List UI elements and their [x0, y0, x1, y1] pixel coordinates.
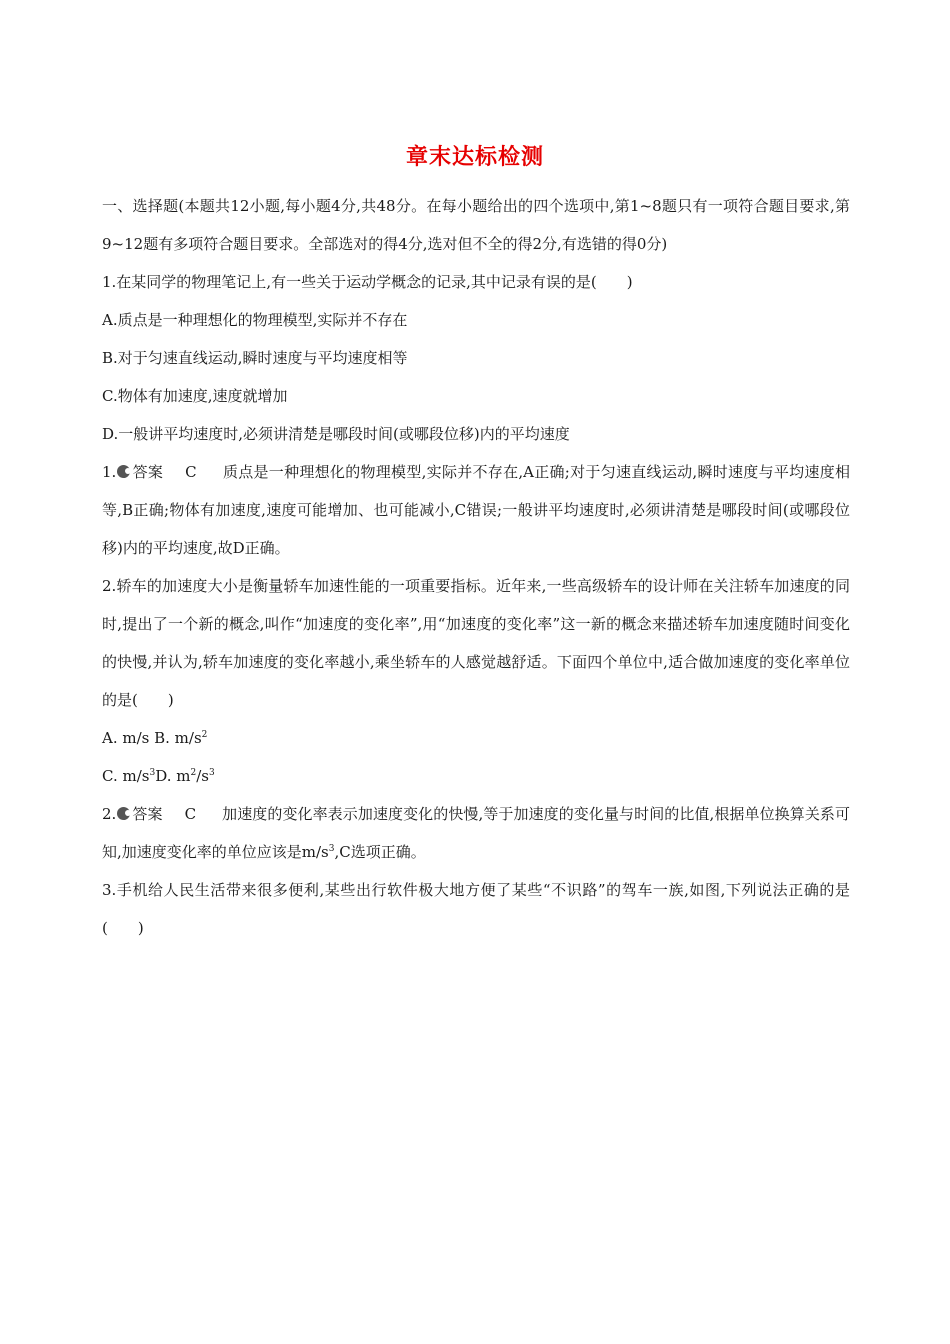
question-1-answer: [102, 453, 850, 567]
answer-icon: [117, 807, 130, 820]
question-2-option-b: B. $m/s^2$: [154, 729, 208, 747]
question-2-options-ab: [102, 719, 850, 757]
section-intro: 一、选择题(本题共12小题,每小题4分,共48分。在每小题给出的四个选项中,第1~8题只有一项符合题目要求,第9~12题有多项符合题目要求。全部选对的得4分,选对但不全的得2分,有选错的得0分): [102, 197, 850, 253]
document-body: [102, 187, 850, 947]
question-1-option-c: C.物体有加速度,速度就增加: [102, 387, 288, 405]
answer-label: 答案: [132, 805, 163, 823]
answer-explanation: 加速度的变化率表示加速度变化的快慢,等于加速度的变化量与时间的比值,根据单位换算关系可知,加速度变化率的单位应该是$m/s^3,C$选项正确。: [102, 805, 850, 861]
question-2-option-c: C. $m/s^3$: [102, 767, 156, 785]
answer-icon: [117, 465, 130, 478]
question-3-stem: 3.手机给人民生活带来很多便利,某些出行软件极大地方便了某些“不识路”的驾车一族,如图,下列说法正确的是( ): [102, 881, 850, 937]
answer-letter: C: [184, 805, 197, 823]
answer-number: 2.: [102, 805, 117, 823]
question-2-options-cd: [102, 757, 850, 795]
answer-explanation: 质点是一种理想化的物理模型,实际并不存在,A正确;对于匀速直线运动,瞬时速度与平均速度相等,B正确;物体有加速度,速度可能增加、也可能减小,C错误;一般讲平均速度时,必须讲清楚是哪段时间(或哪段位移)内的平均速度,故D正确。: [102, 463, 850, 557]
question-2-option-d: D. $m^2/s^3$: [155, 767, 215, 785]
answer-letter: C: [185, 463, 197, 481]
answer-number: 1.: [102, 463, 117, 481]
question-1-option-d: D.一般讲平均速度时,必须讲清楚是哪段时间(或哪段位移)内的平均速度: [102, 425, 570, 443]
question-2-stem: 2.轿车的加速度大小是衡量轿车加速性能的一项重要指标。近年来,一些高级轿车的设计师在关注轿车加速度的同时,提出了一个新的概念,叫作“加速度的变化率”,用“加速度的变化率”这一新的概念来描述轿车加速度随时间变化的快慢,并认为,轿车加速度的变化率越小,乘坐轿车的人感觉越舒适。下面四个单位中,适合做加速度的变化率单位的是( ): [102, 577, 850, 709]
question-1-stem: 1.在某同学的物理笔记上,有一些关于运动学概念的记录,其中记录有误的是( ): [102, 273, 633, 291]
question-2-answer: [102, 795, 850, 871]
page-title: 章末达标检测: [405, 145, 544, 170]
question-2-option-a: A. m/s: [102, 729, 150, 747]
answer-label: 答案: [132, 463, 164, 481]
question-1-option-b: B.对于匀速直线运动,瞬时速度与平均速度相等: [102, 349, 408, 367]
question-1-option-a: A.质点是一种理想化的物理模型,实际并不存在: [102, 311, 408, 329]
